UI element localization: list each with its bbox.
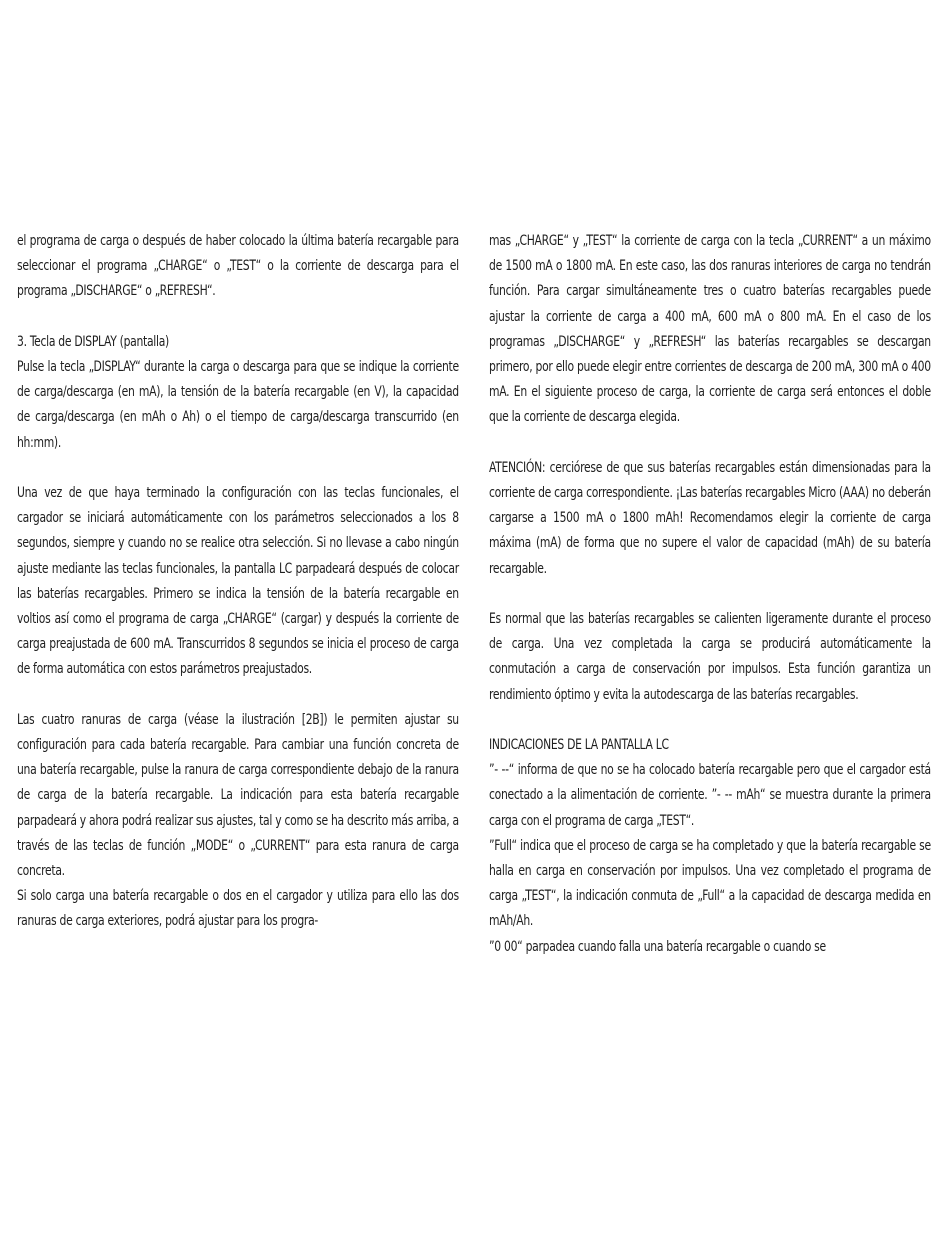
left-column — [17, 229, 459, 935]
display-key-heading: 3. Tecla de DISPLAY (pantalla) — [17, 333, 169, 350]
lc-display-heading: INDICACIONES DE LA PANTALLA LC — [489, 737, 669, 754]
paragraph-charge-current: mas „CHARGE“ y „TEST“ la corriente de carga con la tecla „CURRENT“ a un máximo de 1500 mA o 1800 mA. En este caso, las dos ranuras interiores de carga no tendrán función. Para cargar simultáneamente tres o cuatro baterías recargables puede ajustar la corriente de carga a 400 mA, 600 mA o 800 mA. En el caso de los programas „DISCHARGE“ y „REFRESH“ las baterías recargables se descargan primero, por ello puede elegir entre corrientes de descarga de 200 mA, 300 mA o 400 mA. En el siguiente proceso de carga, la corriente de carga será entonces el doble que la corriente de descarga elegida. — [489, 233, 931, 426]
right-column — [489, 229, 931, 960]
paragraph-display-key: Pulse la tecla „DISPLAY“ durante la carga o descarga para que se indique la corriente de carga/descarga (en mA), la tensión de la batería recargable (en V), la capacidad de carga/descarga (en mAh o Ah) o el tiempo de carga/descarga transcurrido (en hh:mm). — [17, 359, 459, 451]
paragraph-outer-slots: Si solo carga una batería recargable o dos en el cargador y utiliza para ello las dos ranuras de carga exteriores, podrá ajustar para los progra- — [17, 888, 459, 930]
paragraph-heating: Es normal que las baterías recargables se calienten ligeramente durante el proceso de carga. Una vez completada la carga se producirá automáticamente la conmutación a carga de conservación por impulsos. Esta función garantiza un rendimiento óptimo y evita la autodescarga de las baterías recargables. — [489, 611, 931, 703]
paragraph-error: ”0 00“ parpadea cuando falla una batería recargable o cuando se — [489, 938, 826, 955]
paragraph-no-battery: ”- --“ informa de que no se ha colocado batería recargable pero que el cargador está conectado a la alimentación de corriente. ”- -- mAh“ se muestra durante la primera carga con el programa de carga „TEST“. — [489, 762, 931, 829]
paragraph-program-selection: el programa de carga o después de haber colocado la última batería recargable para seleccionar el programa „CHARGE“ o „TEST“ o la corriente de descarga para el programa „DISCHARGE“ o „REFRESH“. — [17, 233, 459, 300]
paragraph-auto-start: Una vez de que haya terminado la configuración con las teclas funcionales, el cargador se iniciará automáticamente con los parámetros seleccionados a los 8 segundos, siempre y cuando no se realice otra selección. Si no llevase a cabo ningún ajuste mediante las teclas funcionales, la pantalla LC parpadeará después de colocar las baterías recargables. Primero se indica la tensión de la batería recargable en voltios así como el programa de carga „CHARGE“ (cargar) y después la corriente de carga preajustada de 600 mA. Transcurridos 8 segundos se inicia el proceso de carga de forma automática con estos parámetros preajustados. — [17, 485, 459, 678]
paragraph-full: ”Full“ indica que el proceso de carga se ha completado y que la batería recargable se halla en carga en conservación por impulsos. Una vez completado el programa de carga „TEST“, la indicación conmuta de „Full“ a la capacidad de descarga medida en mAh/Ah. — [489, 837, 931, 930]
paragraph-charge-slots: Las cuatro ranuras de carga (véase la ilustración [2B]) le permiten ajustar su configuración para cada batería recargable. Para cambiar una función concreta de una batería recargable, pulse la ranura de carga correspondiente debajo de la ranura de carga de la batería recargable. La indicación para esta batería recargable parpadeará y ahora podrá realizar sus ajustes, tal y como se ha descrito más arriba, a través de las teclas de función „MODE“ o „CURRENT“ para esta ranura de carga concreta. — [17, 711, 459, 880]
paragraph-attention: ATENCIÓN: cerciórese de que sus baterías recargables están dimensionadas para la corriente de carga correspondiente. ¡Las baterías recargables Micro (AAA) no deberán cargarse a 1500 mA o 1800 mAh! Recomendamos elegir la corriente de carga máxima (mA) de forma que no supere el valor de capacidad (mAh) de su batería recargable. — [489, 459, 931, 577]
